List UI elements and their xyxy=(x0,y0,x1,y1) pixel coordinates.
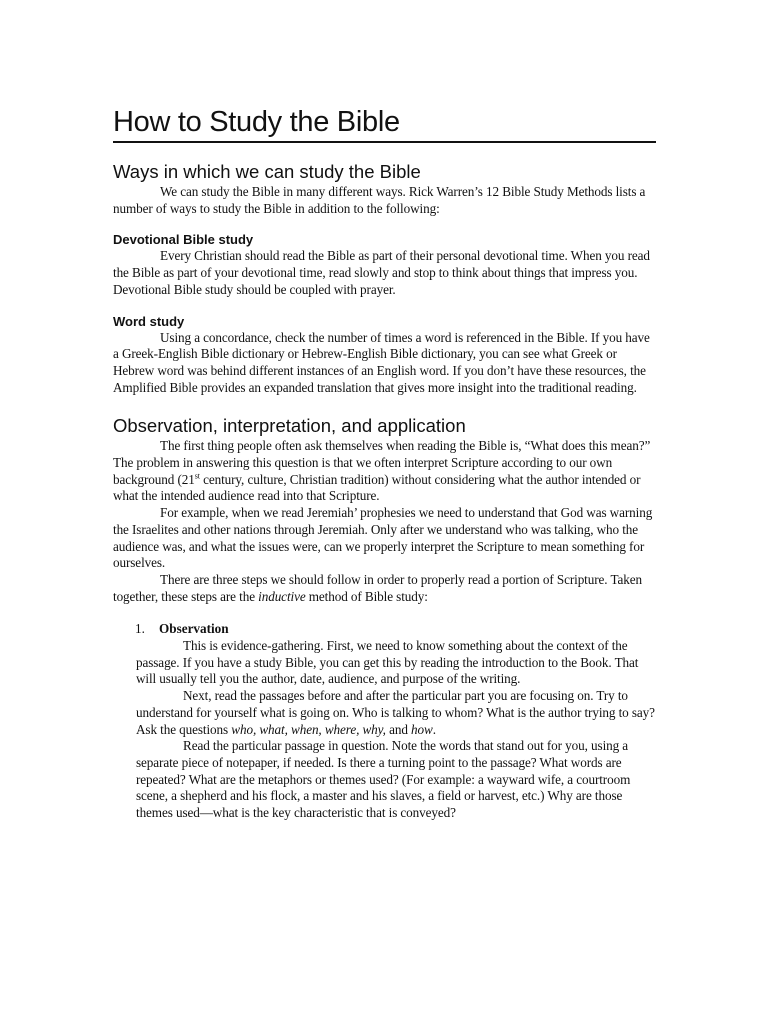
list-number: 1. xyxy=(135,621,145,637)
list-item-label: Observation xyxy=(159,621,229,637)
subsection-heading: Word study xyxy=(113,313,185,329)
text-run: method of Bible study: xyxy=(305,588,428,604)
paragraph: This is evidence-gathering. First, we need to know something about the context of the passage. If you have a study Bible, you can get this by reading the introduction to the Book. That will usually tell you the author, date, audience, and purpose of the writing. xyxy=(136,638,639,687)
text-run: . xyxy=(432,721,436,737)
paragraph: For example, when we read Jeremiah’ prophesies we need to understand that God was warning the Israelites and other nations through Jeremiah. Only after we understand who was talking, who the audience was, and what the issues were, can we properly interpret the Scripture to mean something for ourselves. xyxy=(113,505,653,571)
emphasis: who, what, when, where, why, xyxy=(231,721,386,737)
paragraph: Every Christian should read the Bible as part of their personal devotional time. When you read the Bible as part of your devotional time, read slowly and stop to think about things that impress you. Devotional Bible study should be coupled with prayer. xyxy=(113,248,650,297)
emphasis: how xyxy=(411,721,433,737)
text-run: There are three steps we should follow in order to properly read a portion of Scripture. Taken together, these steps are the xyxy=(113,571,642,604)
list-item xyxy=(113,621,658,638)
emphasis: inductive xyxy=(258,588,306,604)
section-heading: Observation, interpretation, and application xyxy=(113,415,466,437)
paragraph: Using a concordance, check the number of times a word is referenced in the Bible. If you have a Greek-English Bible dictionary or Hebrew-English Bible dictionary, you can see what Greek or Hebrew word was behind different instances of an English word. If you don’t have these resources, the Amplified Bible provides an expanded translation that gives more insight into the traditional reading. xyxy=(113,329,650,395)
numbered-list xyxy=(113,621,658,821)
paragraph: Read the particular passage in question. Note the words that stand out for you, using a separate piece of notepaper, if needed. Is there a turning point to the passage? What words are repeated? What are the metaphors or themes used? (For example: a wayward wife, a courtroom scene, a shepherd and his flock, a master and his slaves, a field or harvest, etc.) Why are those themes used—what is the key characteristic that is conveyed? xyxy=(136,738,631,821)
subsection-heading: Devotional Bible study xyxy=(113,232,254,248)
text-run: and xyxy=(385,721,412,737)
page-title: How to Study the Bible xyxy=(113,104,656,143)
section-heading: Ways in which we can study the Bible xyxy=(113,161,421,182)
superscript: st xyxy=(194,471,200,481)
document-body xyxy=(113,160,658,822)
paragraph: We can study the Bible in many different ways. Rick Warren’s 12 Bible Study Methods lists a number of ways to study the Bible in addition to the following: xyxy=(113,184,646,216)
text-run: century, culture, Christian tradition) without considering what the author intended or what the intended audience read into that Scripture. xyxy=(113,471,641,504)
text-run: The first thing people often ask themselves when reading the Bible is, “What does this mean?” The problem in answering this question is that we often interpret Scripture according to our own background (21 xyxy=(113,438,651,487)
text-run: Next, read the passages before and after the particular part you are focusing on. Try to understand for yourself what is going on. Who is talking to whom? What is the author trying to say? Ask the questions xyxy=(136,688,655,737)
paragraph xyxy=(136,688,658,738)
paragraph xyxy=(113,572,658,605)
list-item-body xyxy=(136,638,658,822)
paragraph xyxy=(113,438,658,505)
